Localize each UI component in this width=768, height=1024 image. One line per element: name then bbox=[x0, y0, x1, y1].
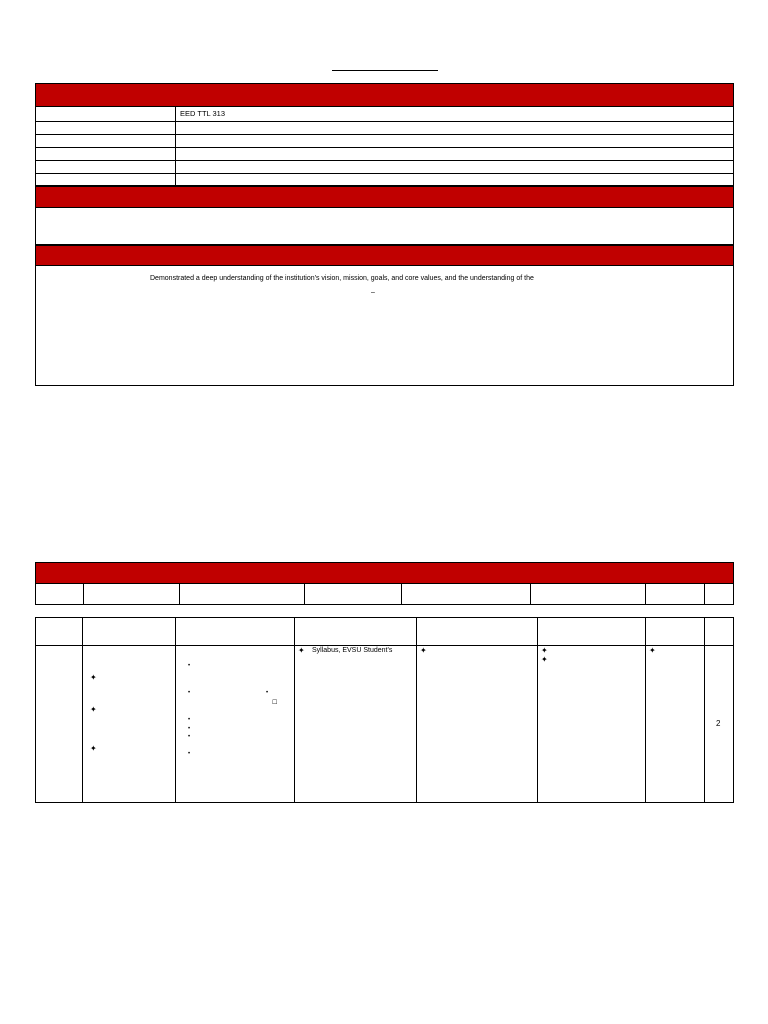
subheader-col-divider bbox=[83, 584, 84, 605]
weekly-plan-col-divider bbox=[294, 617, 295, 803]
bullet-icon: ✦ bbox=[90, 673, 97, 682]
dot-icon: • bbox=[188, 690, 191, 696]
subheader-col-divider bbox=[645, 584, 646, 605]
outcomes-box bbox=[35, 266, 734, 386]
course-description-box bbox=[35, 208, 734, 245]
outcomes-header-bar bbox=[35, 245, 734, 266]
bullet-icon: ✦ bbox=[420, 646, 427, 655]
course-info-row-line bbox=[35, 121, 734, 122]
weekly-plan-header-line bbox=[35, 645, 734, 646]
hours-value: 2 bbox=[716, 719, 721, 728]
subheader-col-divider bbox=[401, 584, 402, 605]
bullet-icon: ✦ bbox=[541, 646, 548, 655]
dot-icon: • bbox=[188, 734, 191, 740]
course-code-value: EED TTL 313 bbox=[180, 109, 226, 118]
weekly-plan-subheader-row bbox=[35, 584, 734, 605]
dot-icon: • bbox=[188, 726, 191, 732]
checkbox-icon: ☐ bbox=[272, 700, 278, 706]
bullet-icon: ✦ bbox=[90, 705, 97, 714]
weekly-plan-col-divider bbox=[704, 617, 705, 803]
course-info-row-line bbox=[35, 147, 734, 148]
course-info-row-line bbox=[35, 134, 734, 135]
weekly-plan-col-divider bbox=[416, 617, 417, 803]
course-info-row-line bbox=[35, 160, 734, 161]
dot-icon: • bbox=[188, 751, 191, 757]
bullet-icon: ✦ bbox=[541, 655, 548, 664]
course-description-header-bar bbox=[35, 186, 734, 208]
dot-icon: • bbox=[188, 717, 191, 723]
weekly-plan-col-divider bbox=[82, 617, 83, 803]
bullet-icon: ✦ bbox=[90, 744, 97, 753]
weekly-plan-col-divider bbox=[175, 617, 176, 803]
dot-icon: • bbox=[266, 690, 269, 696]
course-info-row-line bbox=[35, 173, 734, 174]
weekly-plan-col-divider bbox=[645, 617, 646, 803]
course-info-header-bar bbox=[35, 83, 734, 107]
outcome-dash: – bbox=[371, 289, 375, 296]
outcome-statement: Demonstrated a deep understanding of the institution's vision, mission, goals, and core values, and the understanding of the bbox=[150, 275, 534, 282]
resources-text: Syllabus, EVSU Student's bbox=[312, 647, 393, 654]
document-title-underline bbox=[332, 70, 438, 71]
weekly-plan-header-bar bbox=[35, 562, 734, 584]
bullet-icon: ✦ bbox=[649, 646, 656, 655]
subheader-col-divider bbox=[304, 584, 305, 605]
subheader-col-divider bbox=[530, 584, 531, 605]
dot-icon: • bbox=[188, 663, 191, 669]
weekly-plan-col-divider bbox=[537, 617, 538, 803]
subheader-col-divider bbox=[179, 584, 180, 605]
subheader-col-divider bbox=[704, 584, 705, 605]
bullet-icon: ✦ bbox=[298, 646, 305, 655]
